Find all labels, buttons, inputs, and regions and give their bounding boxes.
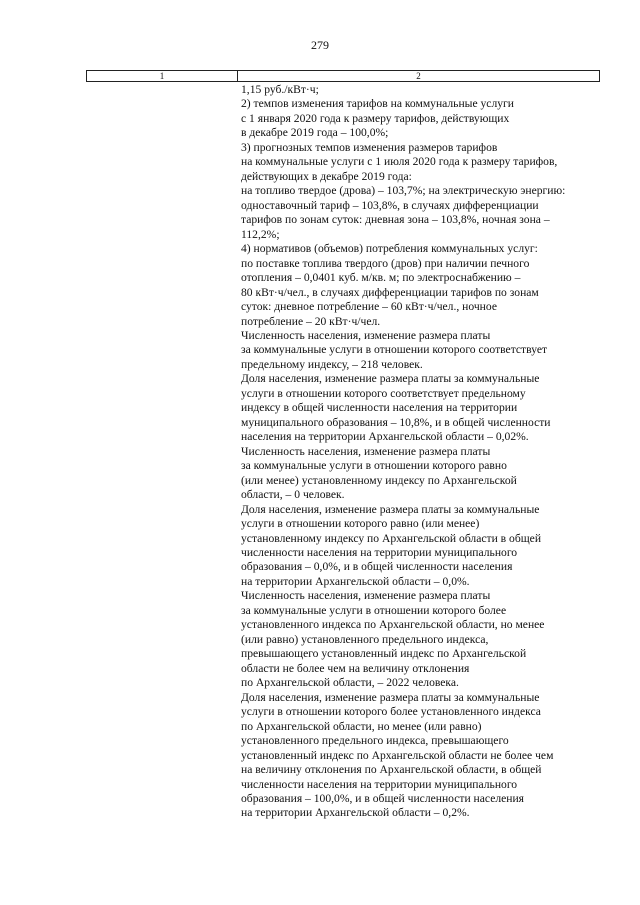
text-line: на топливо твердое (дрова) – 103,7%; на электрическую энергию: bbox=[241, 184, 566, 198]
text-line: на территории Архангельской области – 0,2%. bbox=[241, 806, 470, 820]
text-line: Численность населения, изменение размера платы bbox=[241, 444, 491, 458]
text-line: 4) нормативов (объемов) потребления коммунальных услуг: bbox=[241, 242, 538, 256]
text-line: установленный индекс по Архангельской области не более чем bbox=[241, 748, 554, 762]
table-header-row bbox=[86, 70, 600, 82]
text-line: образования – 0,0%, и в общей численности населения bbox=[241, 560, 513, 574]
text-line: населения на территории Архангельской области – 0,02%. bbox=[241, 430, 529, 444]
text-line: области не более чем на величину отклонения bbox=[241, 661, 470, 675]
text-line: за коммунальные услуги в отношении которого равно bbox=[241, 459, 507, 473]
text-line: Доля населения, изменение размера платы за коммунальные bbox=[241, 372, 540, 386]
text-line: одноставочный тариф – 103,8%, в случаях дифференциации bbox=[241, 198, 539, 212]
text-line: за коммунальные услуги в отношении которого более bbox=[241, 603, 507, 617]
text-line: (или менее) установленному индексу по Архангельской bbox=[241, 473, 517, 487]
text-line: установленному индексу по Архангельской области в общей bbox=[241, 531, 542, 545]
text-line: услуги в отношении которого соответствует предельному bbox=[241, 386, 526, 400]
text-line: услуги в отношении которого равно (или менее) bbox=[241, 517, 480, 531]
text-line: предельному индексу, – 218 человек. bbox=[241, 357, 423, 371]
text-line: области, – 0 человек. bbox=[241, 488, 345, 502]
text-line: муниципального образования – 10,8%, и в общей численности bbox=[241, 415, 551, 429]
text-line: образования – 100,0%, и в общей численности населения bbox=[241, 791, 525, 805]
text-line: тарифов по зонам суток: дневная зона – 103,8%, ночная зона – bbox=[241, 213, 550, 227]
table-header-col-1: 1 bbox=[87, 71, 238, 81]
text-line: (или равно) установленного предельного индекса, bbox=[241, 632, 489, 646]
text-line: с 1 января 2020 года к размеру тарифов, действующих bbox=[241, 111, 510, 125]
text-line: 80 кВт·ч/чел., в случаях дифференциации тарифов по зонам bbox=[241, 285, 539, 299]
text-line: индексу в общей численности населения на территории bbox=[241, 401, 518, 415]
text-line: услуги в отношении которого более установленного индекса bbox=[241, 705, 541, 719]
text-line: превышающего установленный индекс по Архангельской bbox=[241, 647, 527, 661]
text-line: Численность населения, изменение размера платы bbox=[241, 328, 491, 342]
text-line: Численность населения, изменение размера платы bbox=[241, 589, 491, 603]
text-line: действующих в декабре 2019 года: bbox=[241, 169, 412, 183]
text-line: установленного предельного индекса, превышающего bbox=[241, 734, 509, 748]
text-line: Доля населения, изменение размера платы за коммунальные bbox=[241, 502, 540, 516]
text-line: 112,2%; bbox=[241, 227, 280, 241]
text-line: потребление – 20 кВт·ч/чел. bbox=[241, 314, 381, 328]
text-line: Доля населения, изменение размера платы за коммунальные bbox=[241, 690, 540, 704]
text-line: численности населения на территории муниципального bbox=[241, 546, 518, 559]
text-line: в декабре 2019 года – 100,0%; bbox=[241, 126, 389, 140]
text-line: 3) прогнозных темпов изменения размеров тарифов bbox=[241, 140, 498, 154]
table-header-col-2: 2 bbox=[416, 71, 421, 81]
text-line: на коммунальные услуги с 1 июля 2020 года к размеру тарифов, bbox=[241, 155, 558, 169]
text-line: за коммунальные услуги в отношении которого соответствует bbox=[241, 343, 548, 357]
text-line: 1,15 руб./кВт·ч; bbox=[241, 83, 319, 96]
text-line: на территории Архангельской области – 0,0%. bbox=[241, 574, 470, 588]
table-cell-text bbox=[241, 83, 603, 821]
text-line: по поставке топлива твердого (дров) при наличии печного bbox=[241, 256, 530, 270]
text-line: численности населения на территории муниципального bbox=[241, 777, 518, 791]
text-line: на величину отклонения по Архангельской области, в общей bbox=[241, 763, 542, 777]
text-line: по Архангельской области, – 2022 человека. bbox=[241, 676, 459, 690]
page-number: 279 bbox=[311, 38, 329, 52]
text-line: 2) темпов изменения тарифов на коммунальные услуги bbox=[241, 97, 514, 111]
text-line: установленного индекса по Архангельской области, но менее bbox=[241, 618, 545, 632]
text-line: суток: дневное потребление – 60 кВт·ч/чел., ночное bbox=[241, 300, 497, 314]
text-line: отопления – 0,0401 куб. м/кв. м; по электроснабжению – bbox=[241, 271, 521, 285]
text-line: по Архангельской области, но менее (или равно) bbox=[241, 719, 482, 733]
